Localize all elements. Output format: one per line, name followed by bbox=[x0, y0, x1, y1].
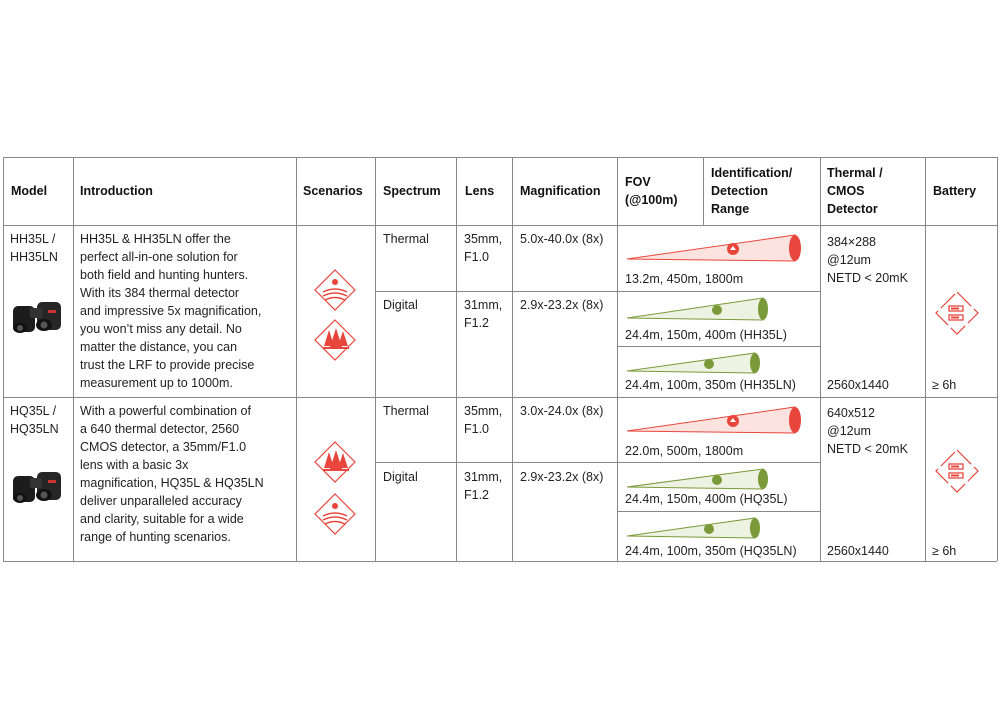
subrow-divider bbox=[617, 511, 820, 512]
battery-icon bbox=[934, 448, 980, 494]
range-values: 24.4m, 100m, 350m (HQ35LN) bbox=[625, 544, 797, 558]
binocular-icon bbox=[10, 466, 68, 506]
header-introduction: Introduction bbox=[80, 184, 153, 198]
subrow-divider bbox=[375, 462, 820, 463]
detector-cmos: 2560x1440 bbox=[827, 544, 889, 558]
header-detector-line2: CMOS bbox=[827, 184, 865, 198]
detector-pitch: @12um bbox=[827, 424, 871, 438]
header-fov-line2: (@100m) bbox=[625, 193, 678, 207]
field-scenario-icon bbox=[313, 492, 357, 536]
col-border bbox=[3, 157, 4, 561]
range-cone-icon bbox=[625, 467, 775, 491]
col-border bbox=[617, 157, 618, 561]
col-border bbox=[375, 157, 376, 561]
lens-focal: 31mm, bbox=[464, 298, 503, 312]
intro-line: both field and hunting hunters. bbox=[80, 268, 249, 282]
header-scenarios: Scenarios bbox=[303, 184, 363, 198]
range-values: 13.2m, 450m, 1800m bbox=[625, 272, 744, 286]
range-cone-icon bbox=[625, 296, 775, 322]
intro-line: With a powerful combination of bbox=[80, 404, 251, 418]
intro-line: trust the LRF to provide precise bbox=[80, 358, 255, 372]
intro-line: CMOS detector, a 35mm/F1.0 bbox=[80, 440, 247, 454]
model-name-line1: HQ35L / bbox=[10, 404, 57, 418]
battery-life: ≥ 6h bbox=[932, 378, 957, 392]
col-border bbox=[296, 157, 297, 561]
intro-line: range of hunting scenarios. bbox=[80, 530, 231, 544]
lens-focal: 35mm, bbox=[464, 232, 503, 246]
detector-resolution: 640x512 bbox=[827, 406, 875, 420]
intro-line: With its 384 thermal detector bbox=[80, 286, 240, 300]
intro-line: and clarity, suitable for a wide bbox=[80, 512, 244, 526]
header-lens: Lens bbox=[465, 184, 495, 198]
lens-aperture: F1.2 bbox=[464, 316, 490, 330]
lens-focal: 35mm, bbox=[464, 404, 503, 418]
intro-line: lens with a basic 3x bbox=[80, 458, 189, 472]
detector-pitch: @12um bbox=[827, 253, 871, 267]
col-border bbox=[703, 157, 704, 225]
header-detector-line3: Detector bbox=[827, 202, 878, 216]
detector-cmos: 2560x1440 bbox=[827, 378, 889, 392]
model-name-line2: HQ35LN bbox=[10, 422, 59, 436]
col-border bbox=[997, 157, 998, 561]
header-model: Model bbox=[11, 184, 48, 198]
col-border bbox=[512, 157, 513, 561]
header-range-line1: Identification/ bbox=[711, 166, 793, 180]
col-border bbox=[820, 157, 821, 561]
binocular-icon bbox=[10, 296, 68, 336]
header-range-line2: Detection bbox=[711, 184, 768, 198]
range-cone-icon bbox=[625, 405, 805, 435]
intro-line: perfect all-in-one solution for bbox=[80, 250, 238, 264]
col-border bbox=[456, 157, 457, 561]
battery-life: ≥ 6h bbox=[932, 544, 957, 558]
header-spectrum: Spectrum bbox=[383, 184, 441, 198]
spectrum-thermal: Thermal bbox=[383, 232, 429, 246]
magnification-value: 5.0x-40.0x (8x) bbox=[520, 232, 604, 246]
magnification-value: 3.0x-24.0x (8x) bbox=[520, 404, 604, 418]
intro-line: magnification, HQ35L & HQ35LN bbox=[80, 476, 264, 490]
magnification-value: 2.9x-23.2x (8x) bbox=[520, 470, 604, 484]
spectrum-digital: Digital bbox=[383, 470, 418, 484]
forest-scenario-icon bbox=[313, 318, 357, 362]
table-bottom-border bbox=[3, 561, 997, 562]
lens-aperture: F1.0 bbox=[464, 250, 490, 264]
detector-resolution: 384×288 bbox=[827, 235, 877, 249]
field-scenario-icon bbox=[313, 268, 357, 312]
range-values: 24.4m, 150m, 400m (HQ35L) bbox=[625, 492, 788, 506]
header-range-line3: Range bbox=[711, 202, 750, 216]
magnification-value: 2.9x-23.2x (8x) bbox=[520, 298, 604, 312]
model-name-line1: HH35L / bbox=[10, 232, 56, 246]
row-divider bbox=[3, 397, 997, 398]
detector-netd: NETD < 20mK bbox=[827, 442, 908, 456]
intro-line: deliver unparalleled accuracy bbox=[80, 494, 242, 508]
range-values: 24.4m, 150m, 400m (HH35L) bbox=[625, 328, 787, 342]
forest-scenario-icon bbox=[313, 440, 357, 484]
range-values: 22.0m, 500m, 1800m bbox=[625, 444, 744, 458]
intro-line: measurement up to 1000m. bbox=[80, 376, 233, 390]
range-cone-icon bbox=[625, 351, 765, 375]
intro-line: you won’t miss any detail. No bbox=[80, 322, 242, 336]
subrow-divider bbox=[617, 346, 820, 347]
intro-line: matter the distance, you can bbox=[80, 340, 238, 354]
intro-line: and impressive 5x magnification, bbox=[80, 304, 262, 318]
spectrum-thermal: Thermal bbox=[383, 404, 429, 418]
battery-icon bbox=[934, 290, 980, 336]
range-values: 24.4m, 100m, 350m (HH35LN) bbox=[625, 378, 796, 392]
spectrum-digital: Digital bbox=[383, 298, 418, 312]
detector-netd: NETD < 20mK bbox=[827, 271, 908, 285]
header-fov-line1: FOV bbox=[625, 175, 651, 189]
range-cone-icon bbox=[625, 516, 765, 540]
header-detector-line1: Thermal / bbox=[827, 166, 883, 180]
intro-line: a 640 thermal detector, 2560 bbox=[80, 422, 240, 436]
lens-aperture: F1.2 bbox=[464, 488, 490, 502]
header-battery: Battery bbox=[933, 184, 977, 198]
col-border bbox=[73, 157, 74, 561]
lens-focal: 31mm, bbox=[464, 470, 503, 484]
header-magnification: Magnification bbox=[520, 184, 601, 198]
header-bottom-border bbox=[3, 225, 997, 226]
model-name-line2: HH35LN bbox=[10, 250, 58, 264]
table-top-border bbox=[3, 157, 997, 158]
lens-aperture: F1.0 bbox=[464, 422, 490, 436]
subrow-divider bbox=[375, 291, 820, 292]
intro-line: HH35L & HH35LN offer the bbox=[80, 232, 231, 246]
range-cone-icon bbox=[625, 233, 805, 263]
col-border bbox=[925, 157, 926, 561]
